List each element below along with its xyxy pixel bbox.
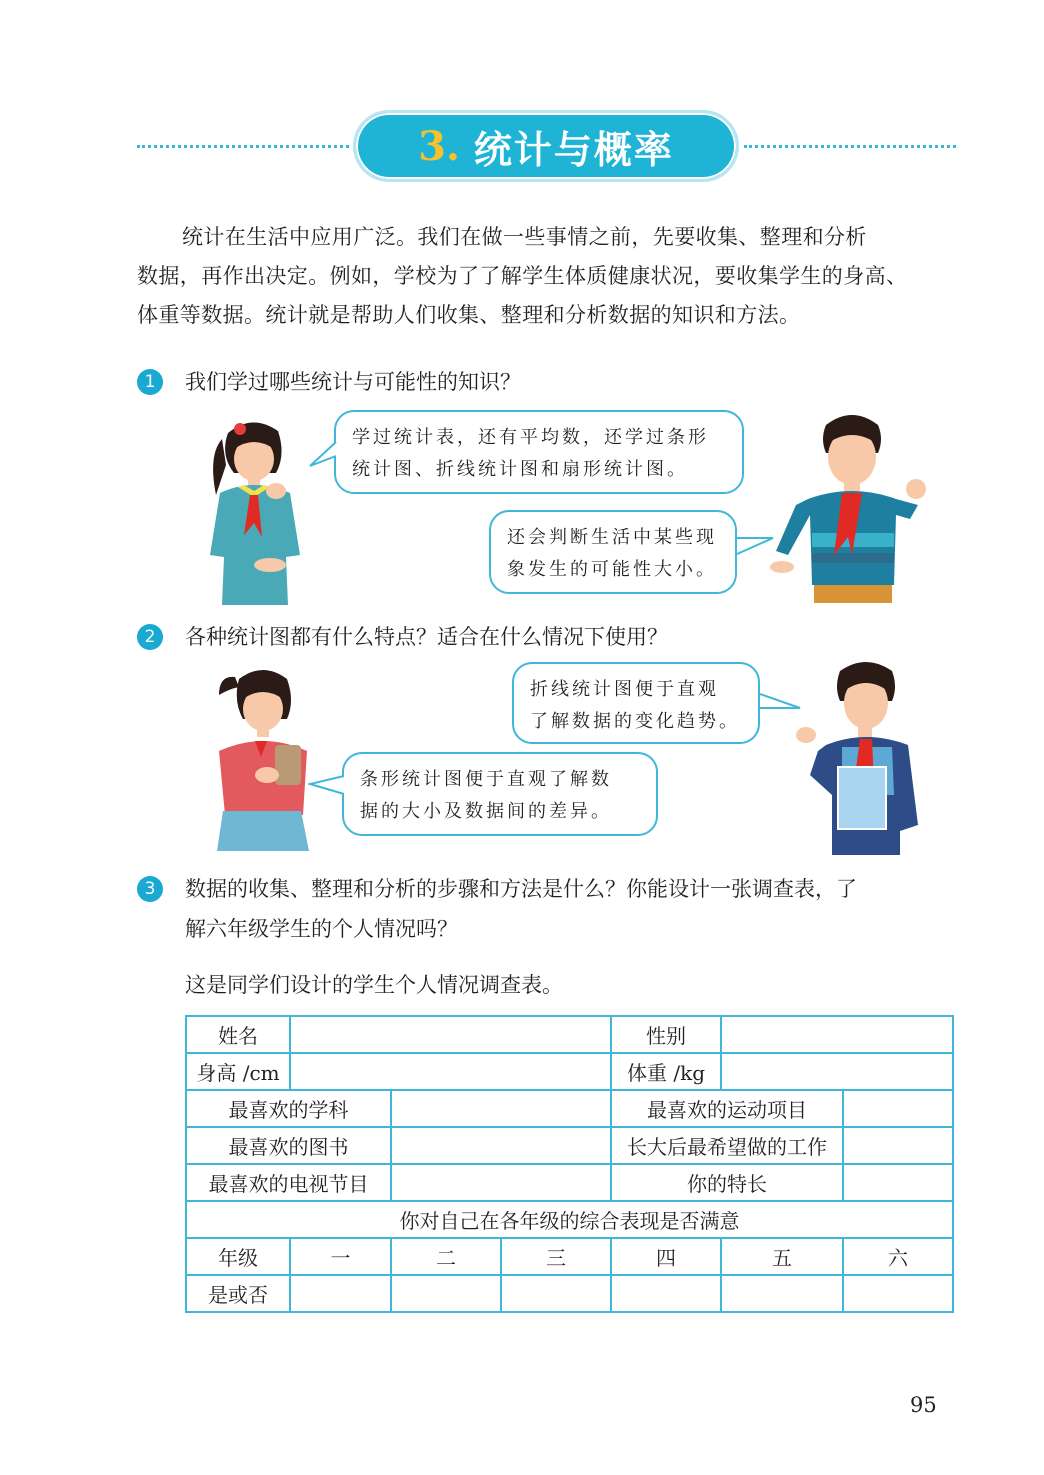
speech-bubble-3 bbox=[512, 662, 760, 744]
fav-subject-cell[interactable] bbox=[391, 1090, 611, 1127]
height-cell[interactable] bbox=[290, 1053, 611, 1090]
table-caption: 这是同学们设计的学生个人情况调查表。 bbox=[185, 973, 563, 997]
bubble-tail bbox=[308, 440, 338, 470]
yesno-cell-4[interactable] bbox=[611, 1275, 721, 1312]
fav-sport-cell[interactable] bbox=[843, 1090, 953, 1127]
bubble-line: 还会判断生活中某些现 bbox=[507, 527, 717, 548]
table-row bbox=[186, 1127, 953, 1164]
bubble-line: 统计图、折线统计图和扇形统计图。 bbox=[352, 459, 688, 480]
grade-2: 二 bbox=[391, 1238, 501, 1275]
grade-1: 一 bbox=[290, 1238, 391, 1275]
chapter-name: 统计与概率 bbox=[473, 127, 674, 172]
yesno-cell-3[interactable] bbox=[501, 1275, 611, 1312]
table-row bbox=[186, 1090, 953, 1127]
speech-bubble-2 bbox=[489, 510, 737, 594]
question-3-line-1: 数据的收集、整理和分析的步骤和方法是什么？你能设计一张调查表，了 bbox=[185, 877, 857, 901]
question-1-text: 我们学过哪些统计与可能性的知识？ bbox=[185, 370, 521, 394]
gender-cell[interactable] bbox=[721, 1016, 953, 1053]
talent-cell[interactable] bbox=[843, 1164, 953, 1201]
yesno-cell-6[interactable] bbox=[843, 1275, 953, 1312]
chapter-number: 3. bbox=[418, 122, 460, 170]
intro-line: 体重等数据。统计就是帮助人们收集、整理和分析数据的知识和方法。 bbox=[137, 303, 801, 327]
table-row bbox=[186, 1016, 953, 1053]
intro-line: 统计在生活中应用广泛。我们在做一些事情之前，先要收集、整理和分析 bbox=[182, 225, 867, 249]
question-3-line-2: 解六年级学生的个人情况吗？ bbox=[185, 917, 458, 941]
header-dots-left bbox=[137, 145, 349, 148]
girl-figure-1 bbox=[200, 415, 312, 605]
page-number: 95 bbox=[910, 1393, 937, 1417]
table-row bbox=[186, 1201, 953, 1238]
yesno-label: 是或否 bbox=[186, 1275, 290, 1312]
dream-job-cell[interactable] bbox=[843, 1127, 953, 1164]
yesno-cell-2[interactable] bbox=[391, 1275, 501, 1312]
question-2-number: 2 bbox=[137, 624, 163, 650]
height-label: 身高 /cm bbox=[186, 1053, 290, 1090]
bubble-line: 学过统计表，还有平均数，还学过条形 bbox=[352, 427, 709, 448]
bubble-line: 了解数据的变化趋势。 bbox=[530, 711, 740, 732]
grade-3: 三 bbox=[501, 1238, 611, 1275]
gender-label: 性别 bbox=[611, 1016, 721, 1053]
bubble-line: 折线统计图便于直观 bbox=[530, 679, 719, 700]
header-dots-right bbox=[744, 145, 956, 148]
name-label: 姓名 bbox=[186, 1016, 290, 1053]
satisfaction-label: 你对自己在各年级的综合表现是否满意 bbox=[186, 1201, 953, 1238]
name-cell[interactable] bbox=[290, 1016, 611, 1053]
boy-figure-1 bbox=[768, 405, 938, 603]
table-row bbox=[186, 1053, 953, 1090]
grade-6: 六 bbox=[843, 1238, 953, 1275]
fav-tv-cell[interactable] bbox=[391, 1164, 611, 1201]
weight-label: 体重 /kg bbox=[611, 1053, 721, 1090]
intro-paragraph bbox=[137, 218, 957, 335]
boy-figure-2 bbox=[796, 655, 926, 855]
speech-bubble-4 bbox=[342, 752, 658, 836]
table-row bbox=[186, 1275, 953, 1312]
weight-cell[interactable] bbox=[721, 1053, 953, 1090]
yesno-cell-1[interactable] bbox=[290, 1275, 391, 1312]
fav-book-cell[interactable] bbox=[391, 1127, 611, 1164]
question-3-number: 3 bbox=[137, 876, 163, 902]
yesno-cell-5[interactable] bbox=[721, 1275, 843, 1312]
talent-label: 你的特长 bbox=[611, 1164, 843, 1201]
fav-subject-label: 最喜欢的学科 bbox=[186, 1090, 391, 1127]
question-2-text: 各种统计图都有什么特点？适合在什么情况下使用？ bbox=[185, 625, 668, 649]
bubble-tail bbox=[308, 772, 346, 798]
fav-book-label: 最喜欢的图书 bbox=[186, 1127, 391, 1164]
table-row bbox=[186, 1164, 953, 1201]
grade-4: 四 bbox=[611, 1238, 721, 1275]
fav-sport-label: 最喜欢的运动项目 bbox=[611, 1090, 843, 1127]
bubble-line: 条形统计图便于直观了解数 bbox=[360, 769, 612, 790]
table-row bbox=[186, 1238, 953, 1275]
question-1-number: 1 bbox=[137, 369, 163, 395]
dream-job-label: 长大后最希望做的工作 bbox=[611, 1127, 843, 1164]
girl-figure-2 bbox=[205, 665, 315, 855]
bubble-line: 据的大小及数据间的差异。 bbox=[360, 801, 612, 822]
chapter-title bbox=[353, 110, 739, 182]
survey-table bbox=[185, 1015, 954, 1313]
grade-5: 五 bbox=[721, 1238, 843, 1275]
fav-tv-label: 最喜欢的电视节目 bbox=[186, 1164, 391, 1201]
grade-label: 年级 bbox=[186, 1238, 290, 1275]
speech-bubble-1 bbox=[334, 410, 744, 494]
bubble-line: 象发生的可能性大小。 bbox=[507, 559, 717, 580]
intro-line: 数据，再作出决定。例如，学校为了了解学生体质健康状况，要收集学生的身高、 bbox=[137, 264, 908, 288]
